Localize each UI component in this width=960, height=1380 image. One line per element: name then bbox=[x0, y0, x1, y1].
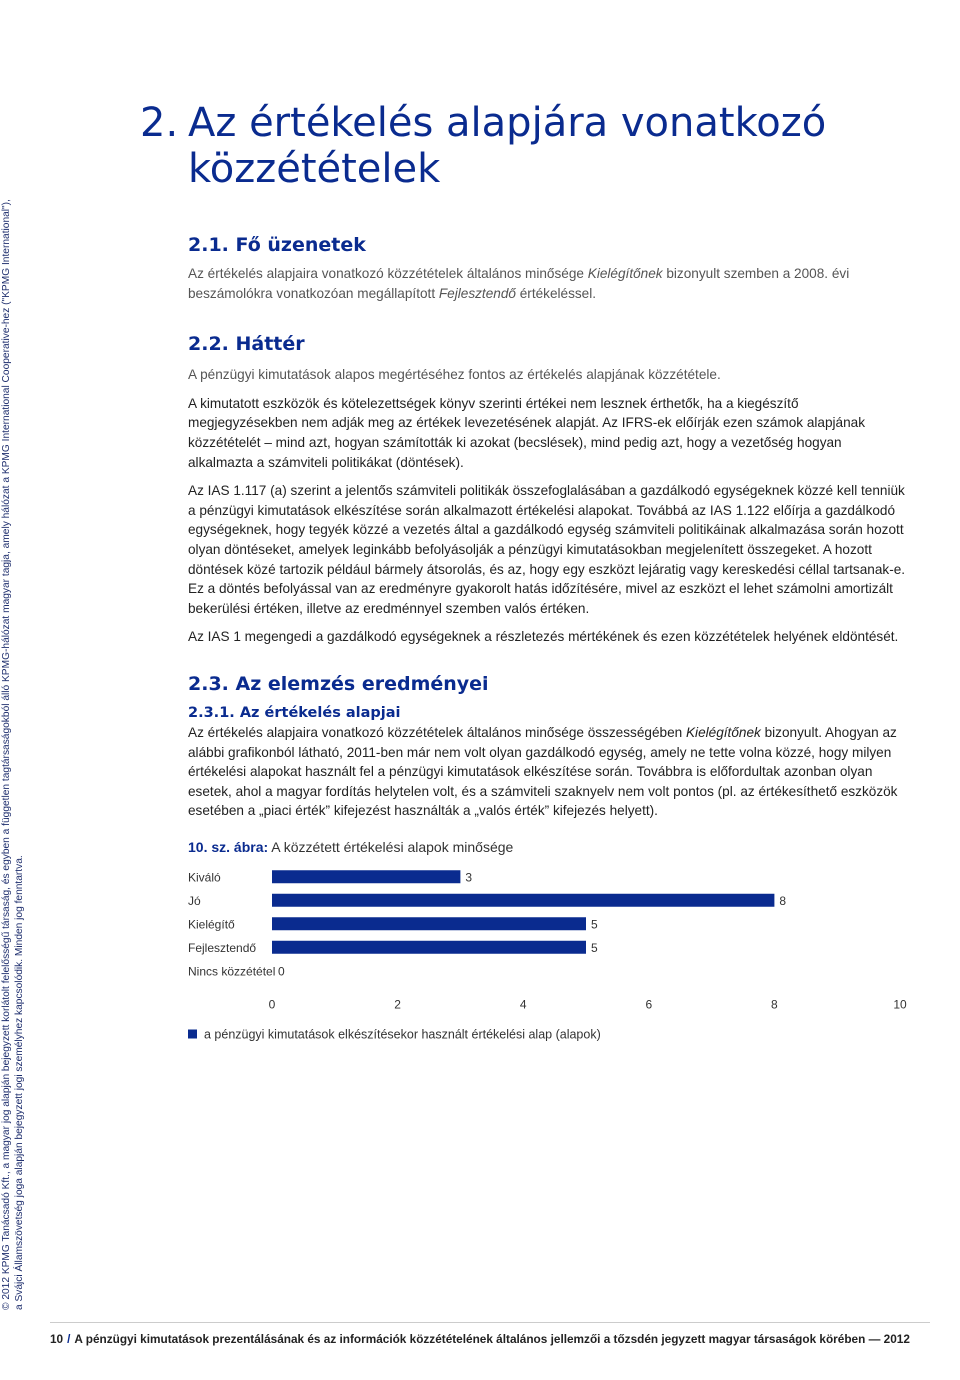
bar bbox=[272, 870, 460, 883]
copyright-note bbox=[0, 10, 26, 1310]
heading-2-2: 2.2. Háttér bbox=[188, 333, 305, 356]
data-label: 5 bbox=[591, 917, 598, 932]
paragraph-hatter-1: A pénzügyi kimutatások alapos megértéséhez fontos az értékelés alapjának közzététele. bbox=[188, 367, 721, 383]
page-footer bbox=[50, 1332, 930, 1346]
bar bbox=[272, 941, 586, 954]
paragraph-hatter-2: A kimutatott eszközök és kötelezettségek könyv szerinti értékei nem lesznek érthetők, ha a kiegészítő megjegyzésekben nem adják meg az értékek levezetésének alapját. Az IFRS-ek előírják ezen számok alapjának közzétételét – mind azt, hogyan számították ki azokat (becslések), mind pedig azt, hogy a vezetőség hogyan alkalmazta a számviteli politikákat (döntések). bbox=[188, 395, 866, 470]
main-content bbox=[188, 232, 910, 1045]
data-label: 3 bbox=[465, 870, 473, 885]
text-run: Az értékelés alapjaira vonatkozó közzétételek általános minősége bbox=[188, 266, 588, 281]
paragraph-hatter-3: Az IAS 1.117 (a) szerint a jelentős számviteli politikák összefoglalásában a gazdálkodó egységeknek közzé kell tenniük a pénzügyi kimutatások elkészítése során alkalmazott értékelési alapokat. Továbbá az IAS 1.122 előírja a gazdálkodó egységeknek, hogy tegyék közzé a vezetés által a gazdálkodó egység számviteli politikáinak alkalmazása során hozott olyan döntéseket, amelyek leginkább befolyásolják a pénzügyi kimutatásokban megjelenített összegeket. A hozott döntések közé tartozik például bármely átsorolás, és az, hogy egy eszközt lejáratig vagy kereskedési céllal tartsanak-e. Ez a döntés befolyással van az eredményre gyakorolt hatás időzítésére, mivel az eszközt el lehet számolni amortizált bekerülési értéken, illetve az eredménnyel szemben valós értéken. bbox=[188, 483, 906, 616]
x-tick-label: 8 bbox=[771, 997, 778, 1012]
data-label: 0 bbox=[278, 964, 285, 979]
legend-swatch bbox=[188, 1029, 197, 1038]
heading-2-3: 2.3. Az elemzés eredményei bbox=[188, 672, 489, 695]
category-label: Kielégítő bbox=[188, 917, 235, 932]
legend-label: a pénzügyi kimutatások elkészítésekor használt értékelési alap (alapok) bbox=[204, 1027, 601, 1042]
emphasis: Fejlesztendő bbox=[438, 285, 516, 301]
x-tick-label: 4 bbox=[519, 997, 527, 1012]
x-tick-label: 10 bbox=[893, 997, 907, 1012]
x-tick-label: 2 bbox=[394, 997, 401, 1012]
bar bbox=[272, 894, 774, 907]
paragraph-eredmenyek bbox=[188, 723, 910, 821]
paragraph-hatter-4: Az IAS 1 megengedi a gazdálkodó egységeknek a részletezés mértékének és ezen közzétételek helyének eldöntését. bbox=[188, 629, 899, 645]
chapter-number: 2. bbox=[140, 100, 179, 146]
figure-caption bbox=[188, 837, 910, 857]
heading-2-3-1: 2.3.1. Az értékelés alapjai bbox=[188, 704, 401, 721]
bar-chart bbox=[188, 865, 910, 1045]
text-run: értékeléssel. bbox=[515, 285, 597, 301]
category-label: Jó bbox=[188, 893, 201, 908]
figure-label: 10. sz. ábra: bbox=[188, 838, 269, 855]
paragraph-fo-uzenetek bbox=[188, 264, 910, 303]
emphasis: Kielégítőnek bbox=[685, 724, 761, 740]
copyright-line-2: a Svájci Államszövetség joga alapján bejegyzett jogi személyhez kapcsolódik. Minden jog fenntartva. bbox=[14, 855, 25, 1310]
category-label: Kiváló bbox=[188, 870, 221, 885]
bar bbox=[272, 917, 586, 930]
footer-separator: / bbox=[67, 1332, 71, 1346]
text-run: bizonyult szemben a 2008. évi beszámolókra vonatkozóan megállapított bbox=[188, 266, 850, 301]
footer-text: A pénzügyi kimutatások prezentálásának és az információk közzétételének általános jellemzői a tőzsdén jegyzett magyar társaságok körében — 2012 bbox=[74, 1332, 910, 1346]
title-line-2: közzétételek bbox=[188, 146, 441, 192]
heading-2-1: 2.1. Fő üzenetek bbox=[188, 234, 366, 256]
x-tick-label: 0 bbox=[268, 997, 276, 1012]
text-run: Az értékelés alapjaira vonatkozó közzétételek általános minősége összességében bbox=[188, 724, 686, 740]
page-title bbox=[140, 100, 920, 192]
emphasis: Kielégítőnek bbox=[587, 266, 663, 281]
category-label: Nincs közzététel bbox=[188, 964, 276, 979]
text-run: bizonyult. Ahogyan az alábbi grafikonból látható, 2011-ben már nem volt olyan gazdálkodó egység, amely ne tette volna közzé, hogy milyen értékelési alapokat használt fel a pénzügyi kimutatások elkészítése során. Továbbra is előfordultak azonban olyan esetek, ahol a magyar fordítás helytelen volt, és a számviteli szaknyelv nem volt pontos (pl. az értékesíthető eszközök esetében a „piaci érték” kifejezést használták a „valós érték” kifejezés helyett). bbox=[188, 724, 898, 819]
figure-caption-text: A közzétett értékelési alapok minősége bbox=[268, 838, 514, 855]
title-line-1: Az értékelés alapjára vonatkozó bbox=[188, 100, 827, 146]
x-tick-label: 6 bbox=[645, 997, 653, 1012]
data-label: 8 bbox=[779, 893, 787, 908]
data-label: 5 bbox=[591, 940, 598, 955]
copyright-line-1: © 2012 KPMG Tanácsadó Kft., a magyar jog alapján bejegyzett korlátolt felelősségű társaság, és egyben a független tagtársaságokból álló KPMG-hálózat magyar tagja, amely hálózat a KPMG International Cooperative-hez ("KPMG International"), bbox=[1, 199, 12, 1310]
footer-divider bbox=[50, 1322, 930, 1323]
category-label: Fejlesztendő bbox=[188, 940, 257, 955]
page-number: 10 bbox=[50, 1332, 64, 1346]
